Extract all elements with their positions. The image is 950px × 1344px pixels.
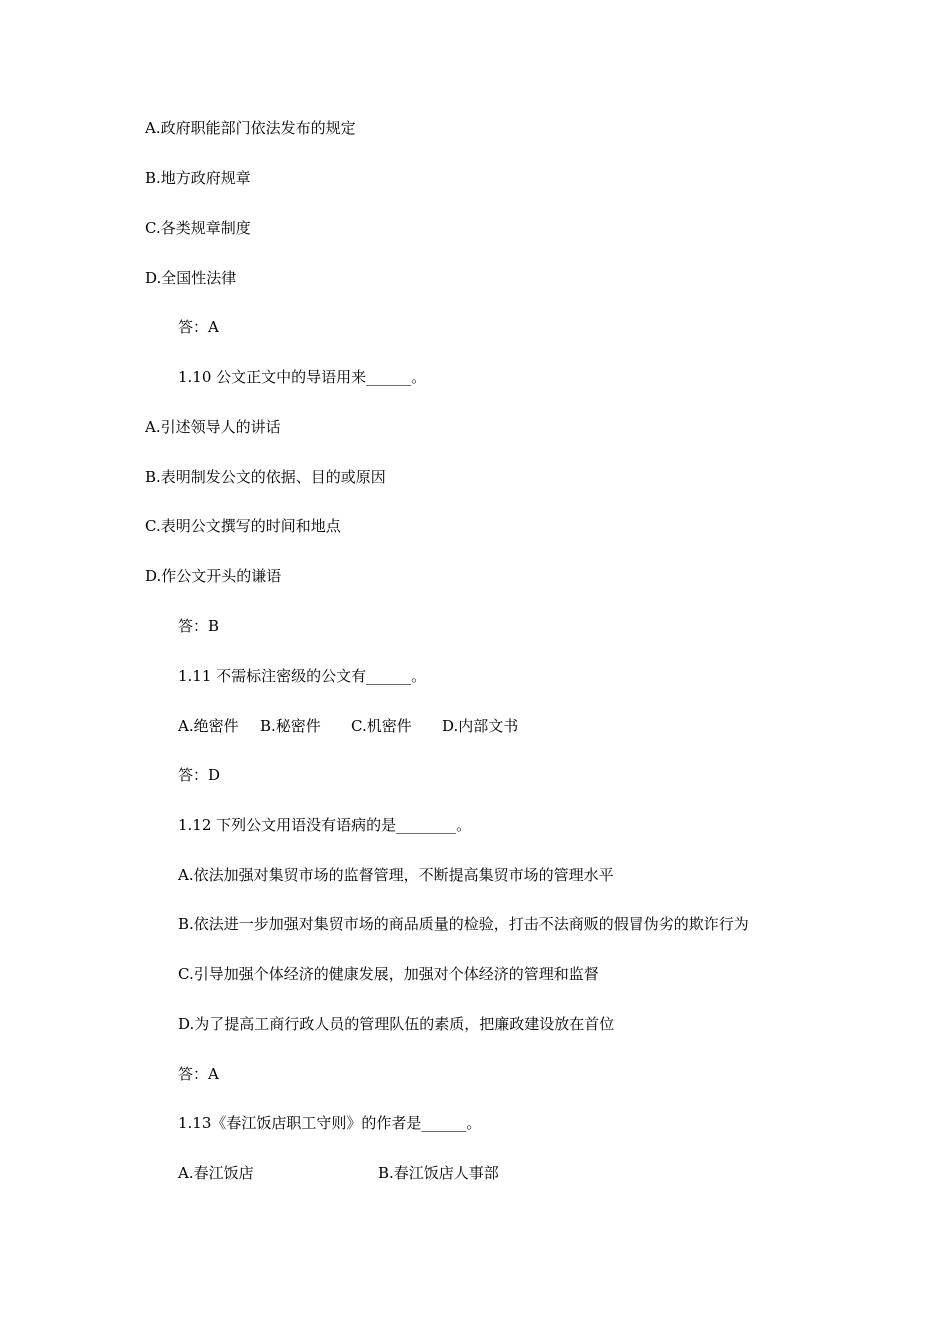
q10-option-a: A.引述领导人的讲话	[145, 418, 281, 436]
q10-answer: 答：B	[178, 617, 220, 635]
q11-option-b: B.秘密件	[260, 717, 321, 735]
q13-option-a: A.春江饭店	[178, 1164, 254, 1182]
q11-option-a: A.绝密件	[178, 717, 239, 735]
q9-option-b: B.地方政府规章	[145, 169, 251, 187]
q10-option-c: C.表明公文撰写的时间和地点	[145, 517, 341, 535]
q12-option-d: D.为了提高工商行政人员的管理队伍的素质，把廉政建设放在首位	[178, 1015, 615, 1033]
q12-answer: 答：A	[178, 1065, 219, 1083]
question-1-13: 1.13《春江饭店职工守则》的作者是______。	[178, 1114, 482, 1132]
q13-options-row	[178, 1163, 499, 1183]
q11-option-c: C.机密件	[351, 717, 412, 735]
question-1-10: 1.10 公文正文中的导语用来______。	[178, 368, 427, 386]
question-1-12: 1.12 下列公文用语没有语病的是________。	[178, 816, 472, 834]
q12-option-c: C.引导加强个体经济的健康发展，加强对个体经济的管理和监督	[178, 965, 599, 983]
q11-answer: 答：D	[178, 766, 221, 784]
q12-option-a: A.依法加强对集贸市场的监督管理，不断提高集贸市场的管理水平	[178, 866, 614, 884]
q11-options-row	[178, 716, 518, 736]
q9-option-a: A.政府职能部门依法发布的规定	[145, 119, 356, 137]
q9-option-c: C.各类规章制度	[145, 219, 251, 237]
q13-option-b: B.春江饭店人事部	[378, 1164, 499, 1182]
q10-option-d: D.作公文开头的谦语	[145, 567, 282, 585]
q9-answer: 答：A	[178, 318, 219, 336]
q12-option-b: B.依法进一步加强对集贸市场的商品质量的检验，打击不法商贩的假冒伪劣的欺诈行为	[178, 915, 749, 933]
question-1-11: 1.11 不需标注密级的公文有______。	[178, 667, 427, 685]
q9-option-d: D.全国性法律	[145, 269, 237, 287]
q11-option-d: D.内部文书	[442, 717, 519, 735]
q10-option-b: B.表明制发公文的依据、目的或原因	[145, 468, 386, 486]
